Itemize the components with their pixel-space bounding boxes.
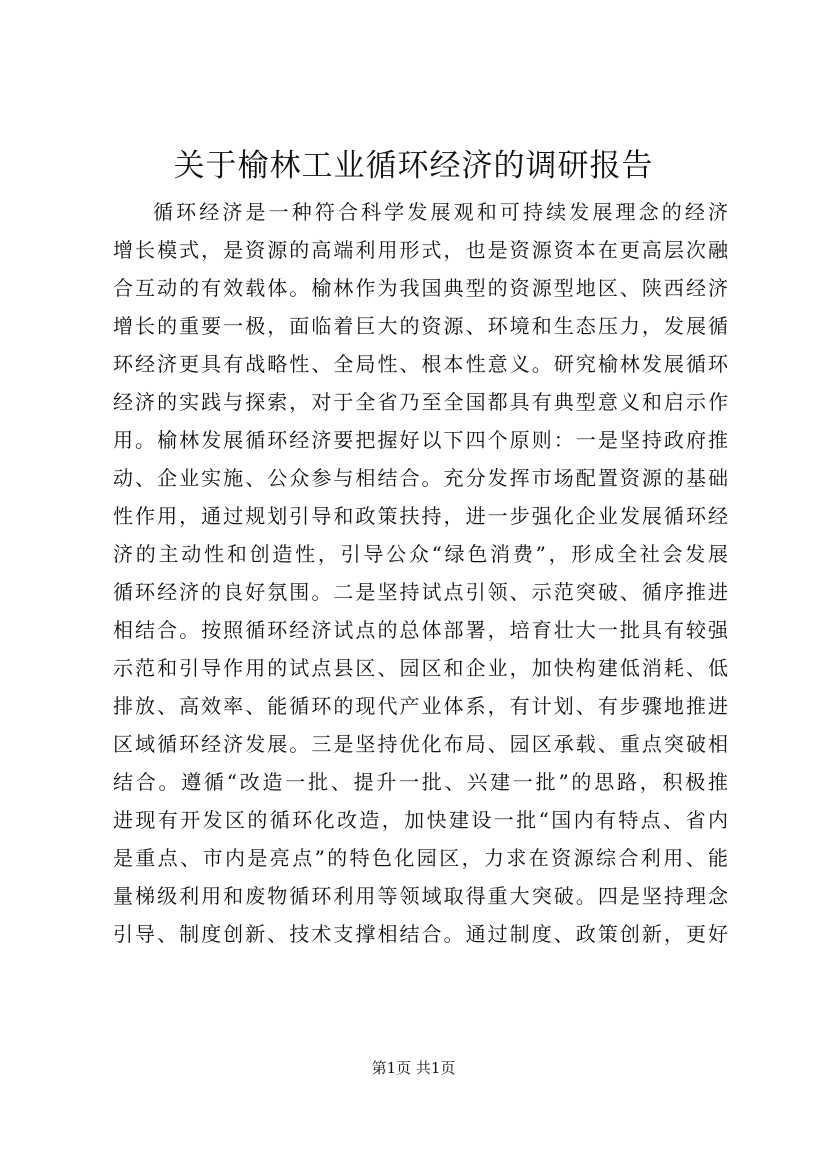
body-paragraph <box>113 193 728 953</box>
paragraph-line: 区域循环经济发展。三是坚持优化布局、园区承载、重点突破相 <box>113 732 728 756</box>
paragraph-line: 结合。遵循“改造一批、提升一批、兴建一批”的思路，积极推 <box>113 770 728 794</box>
paragraph-line: 环经济更具有战略性、全局性、根本性意义。研究榆林发展循环 <box>113 352 728 376</box>
paragraph-line: 引导、制度创新、技术支撑相结合。通过制度、政策创新，更好 <box>113 922 728 946</box>
paragraph-line: 济的主动性和创造性，引导公众“绿色消费”，形成全社会发展 <box>113 542 728 566</box>
paragraph-line: 是重点、市内是亮点”的特色化园区，力求在资源综合利用、能 <box>113 846 728 870</box>
paragraph-line: 合互动的有效载体。榆林作为我国典型的资源型地区、陕西经济 <box>113 276 728 300</box>
paragraph-line: 示范和引导作用的试点县区、园区和企业，加快构建低消耗、低 <box>113 656 728 680</box>
paragraph-line: 循环经济的良好氛围。二是坚持试点引领、示范突破、循序推进 <box>113 580 728 604</box>
document-title: 关于榆林工业循环经济的调研报告 <box>173 148 654 184</box>
paragraph-line: 排放、高效率、能循环的现代产业体系，有计划、有步骤地推进 <box>113 694 728 718</box>
page-number-footer: 第1页 共1页 <box>371 1059 456 1077</box>
paragraph-line: 进现有开发区的循环化改造，加快建设一批“国内有特点、省内 <box>113 808 728 832</box>
paragraph-line: 增长模式，是资源的高端利用形式，也是资源资本在更高层次融 <box>113 238 728 262</box>
paragraph-line: 动、企业实施、公众参与相结合。充分发挥市场配置资源的基础 <box>113 466 728 490</box>
paragraph-line: 量梯级利用和废物循环利用等领域取得重大突破。四是坚持理念 <box>113 884 728 908</box>
paragraph-line: 增长的重要一极，面临着巨大的资源、环境和生态压力，发展循 <box>113 314 728 338</box>
paragraph-line: 相结合。按照循环经济试点的总体部署，培育壮大一批具有较强 <box>113 618 728 642</box>
paragraph-line: 用。榆林发展循环经济要把握好以下四个原则：一是坚持政府推 <box>113 428 728 452</box>
paragraph-line: 经济的实践与探索，对于全省乃至全国都具有典型意义和启示作 <box>113 390 728 414</box>
paragraph-line: 循环经济是一种符合科学发展观和可持续发展理念的经济 <box>153 200 728 224</box>
paragraph-line: 性作用，通过规划引导和政策扶持，进一步强化企业发展循环经 <box>113 504 728 528</box>
